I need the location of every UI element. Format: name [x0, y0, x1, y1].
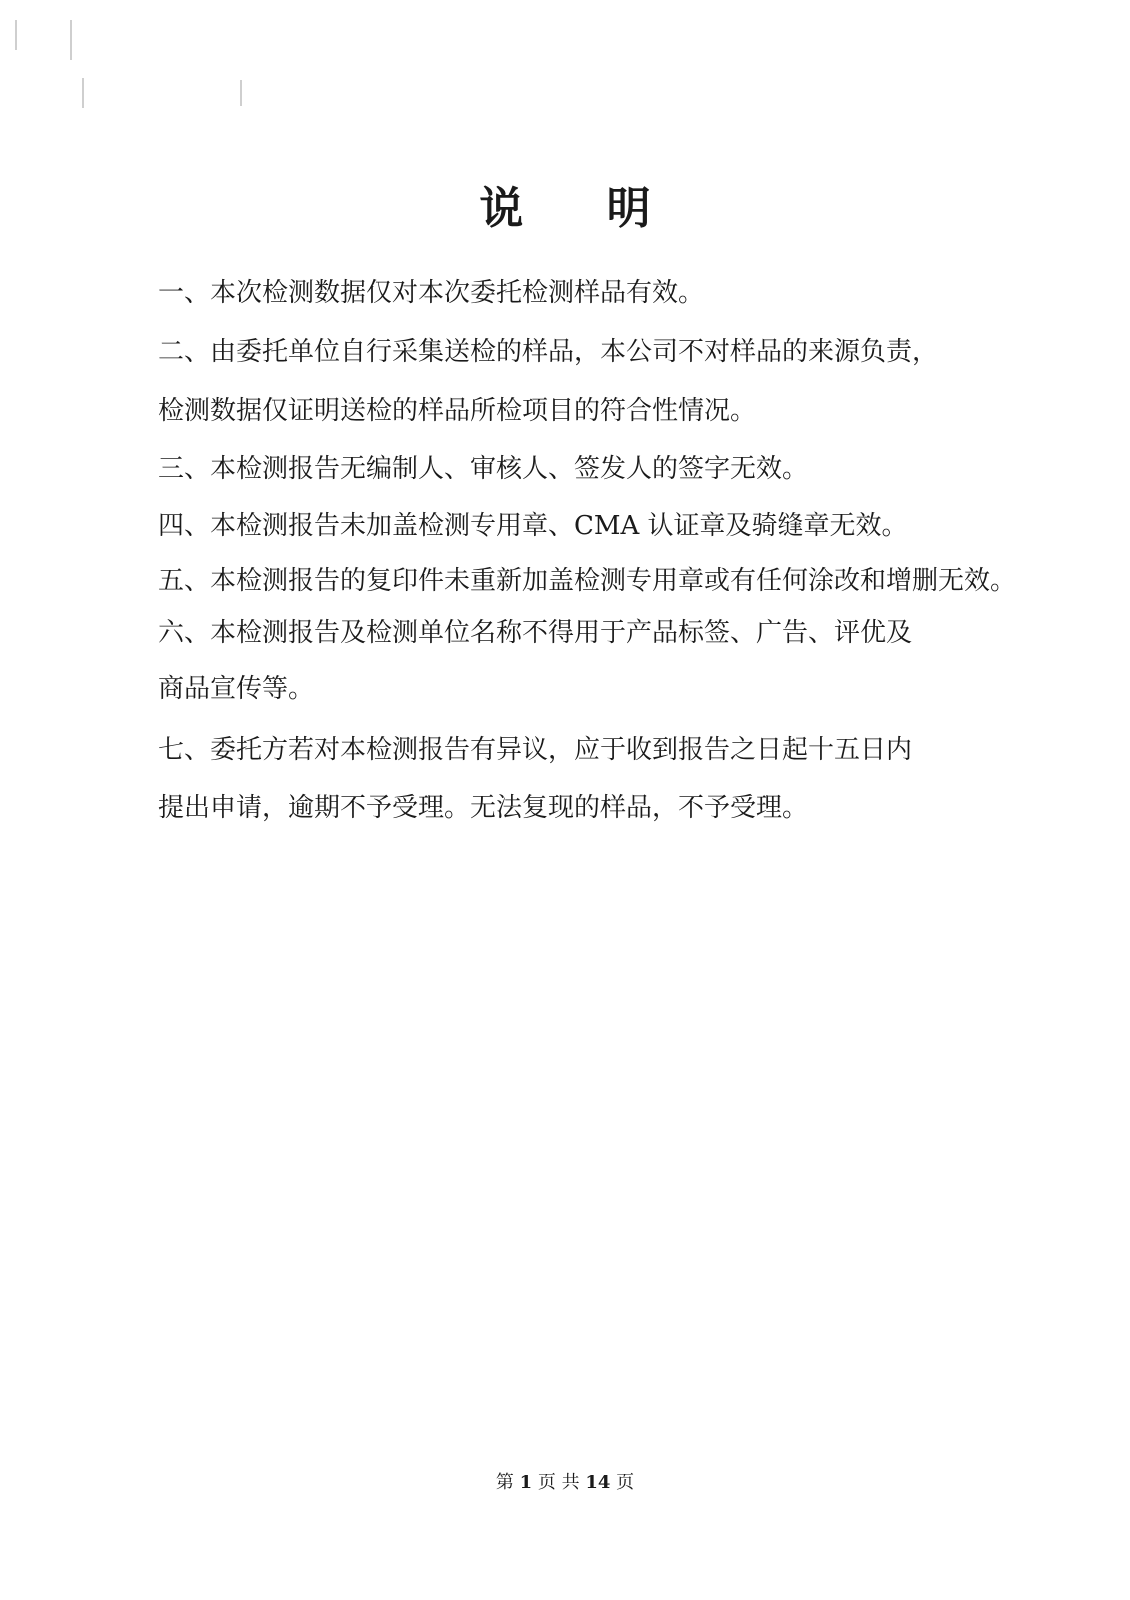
scan-artifact	[70, 20, 72, 60]
notice-line-6: 六、本检测报告及检测单位名称不得用于产品标签、广告、评优及	[158, 618, 913, 648]
total-page-count: 14	[585, 1472, 611, 1493]
footer-suffix: 页	[616, 1472, 635, 1493]
footer-prefix: 第	[495, 1472, 514, 1493]
page-footer	[0, 1468, 1130, 1494]
scan-artifact	[82, 78, 84, 108]
scan-artifact	[15, 20, 17, 50]
scan-artifact	[240, 80, 242, 106]
notice-line-6-cont: 商品宣传等。	[158, 674, 315, 704]
notice-line-1: 一、本次检测数据仅对本次委托检测样品有效。	[158, 278, 705, 308]
notice-line-7-cont: 提出申请，逾期不予受理。无法复现的样品，不予受理。	[158, 793, 809, 823]
notice-line-4: 四、本检测报告未加盖检测专用章、CMA 认证章及骑缝章无效。	[158, 511, 908, 541]
footer-mid: 页 共	[537, 1472, 580, 1493]
current-page-number: 1	[519, 1472, 533, 1493]
notice-line-2-cont: 检测数据仅证明送检的样品所检项目的符合性情况。	[158, 396, 757, 426]
notice-line-7: 七、委托方若对本检测报告有异议，应于收到报告之日起十五日内	[158, 735, 913, 765]
page-title: 说 明	[479, 183, 685, 234]
notice-line-2: 二、由委托单位自行采集送检的样品，本公司不对样品的来源负责，	[158, 337, 939, 367]
notice-line-5: 五、本检测报告的复印件未重新加盖检测专用章或有任何涂改和增删无效。	[158, 566, 1017, 596]
notice-line-3: 三、本检测报告无编制人、审核人、签发人的签字无效。	[158, 454, 809, 484]
